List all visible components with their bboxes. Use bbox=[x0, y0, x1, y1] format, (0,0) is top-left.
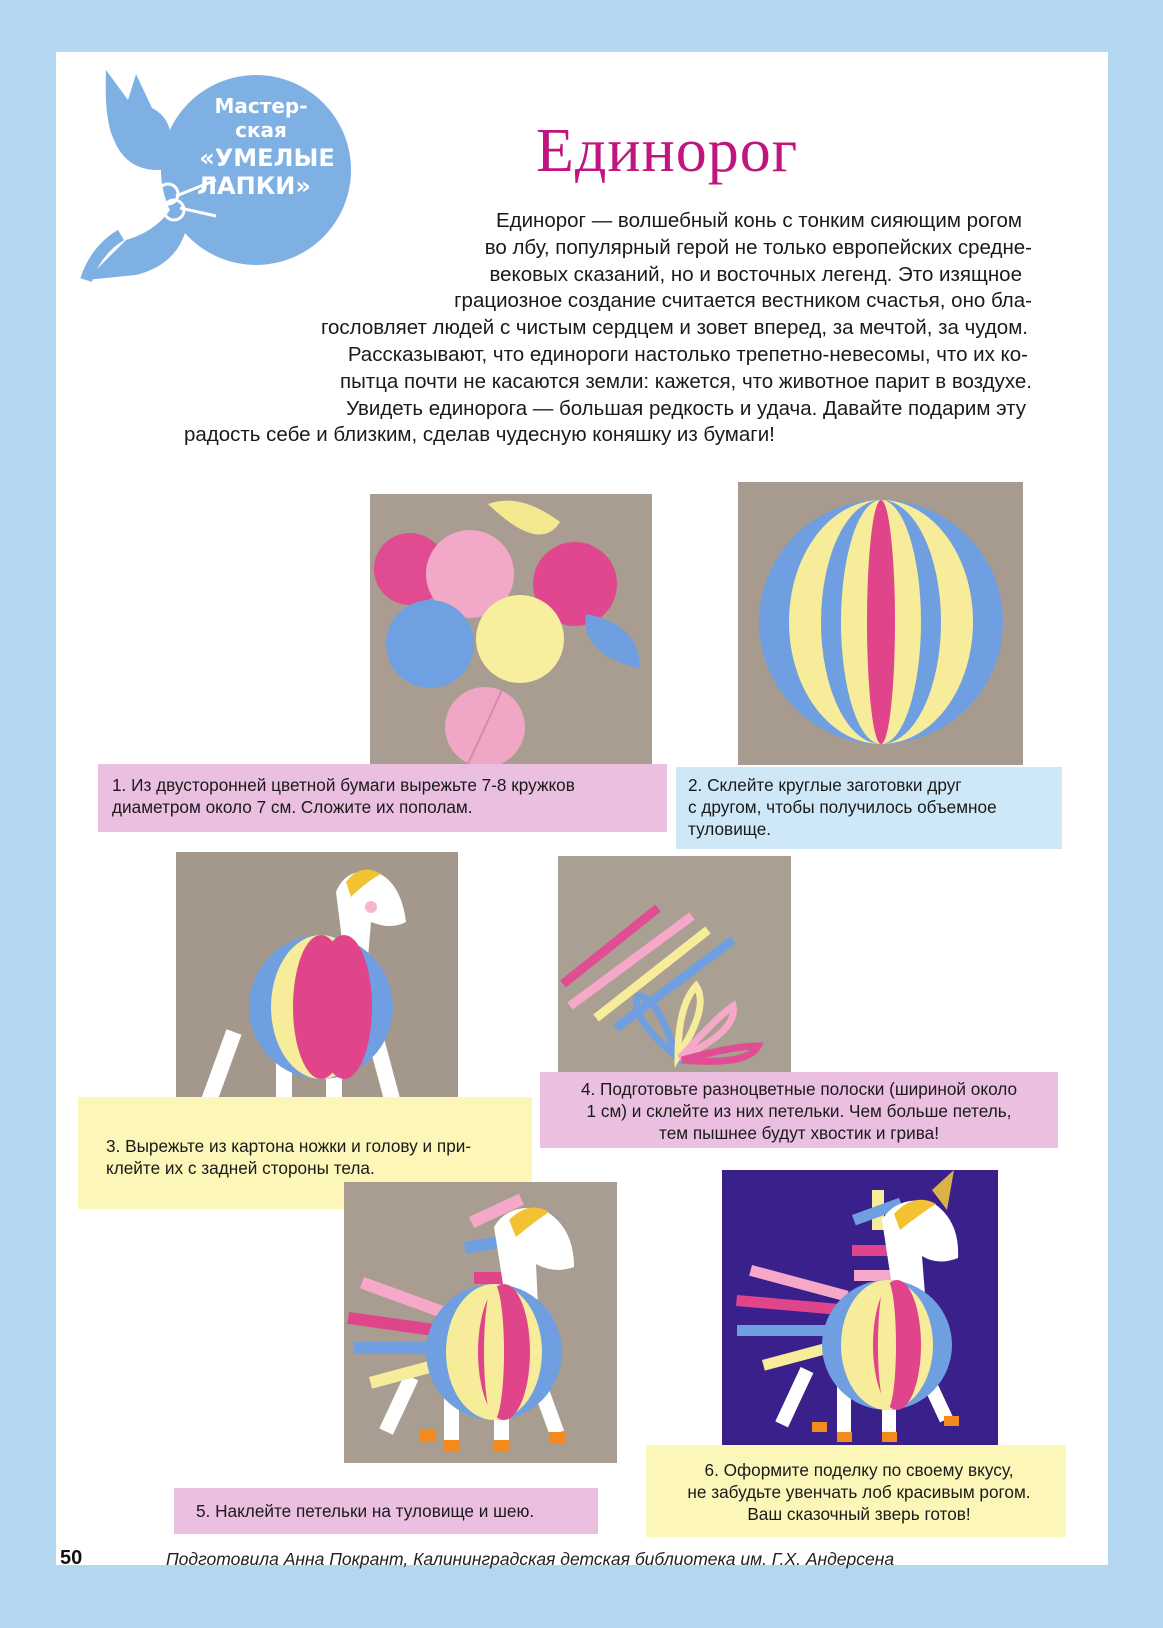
intro-line: пытца почти не касаются земли: кажется, что животное парит в воздухе. bbox=[339, 369, 1032, 393]
step-2-photo bbox=[738, 482, 1023, 765]
step-2-caption bbox=[676, 767, 1062, 849]
step-4-caption bbox=[540, 1072, 1058, 1148]
step-4-photo bbox=[558, 856, 791, 1074]
intro-line: Увидеть единорога — большая редкость и удача. Давайте подарим эту bbox=[346, 396, 1026, 420]
step-3-photo bbox=[176, 852, 458, 1137]
step-4-line: 4. Подготовьте разноцветные полоски (шириной около bbox=[580, 1079, 1018, 1099]
step-5-photo bbox=[344, 1182, 617, 1463]
step-2-line: 2. Склейте круглые заготовки друг bbox=[688, 775, 962, 795]
step-5-caption bbox=[174, 1488, 598, 1534]
step-6-caption bbox=[646, 1445, 1066, 1537]
logo-line-2: ская bbox=[235, 118, 287, 142]
step-6-line: Ваш сказочный зверь готов! bbox=[747, 1504, 971, 1524]
step-6-line: не забудьте увенчать лоб красивым рогом. bbox=[687, 1482, 1031, 1502]
logo-line-4: ЛАПКИ» bbox=[197, 172, 311, 200]
step-1-caption bbox=[98, 764, 667, 832]
step-1-line: 1. Из двусторонней цветной бумаги вырежьте 7-8 кружков bbox=[112, 775, 575, 795]
intro-line: вековых сказаний, но и восточных легенд. Это изящное bbox=[489, 262, 1022, 286]
step-1-line: диаметром около 7 см. Сложите их пополам. bbox=[112, 797, 473, 817]
step-4-line: тем пышнее будут хвостик и грива! bbox=[659, 1123, 939, 1143]
intro-line: гословляет людей с чистым сердцем и зовет вперед, за мечтой, за чудом. bbox=[320, 316, 1028, 340]
intro-line: Рассказывают, что единороги настолько трепетно-невесомы, что их ко- bbox=[347, 342, 1028, 366]
step-6-line: 6. Оформите поделку по своему вкусу, bbox=[704, 1460, 1014, 1480]
page bbox=[56, 52, 1108, 1565]
logo-line-3: «УМЕЛЫЕ bbox=[199, 144, 335, 172]
step-2-line: с другом, чтобы получилось объемное bbox=[688, 797, 997, 817]
intro-line: Единорог — волшебный конь с тонким сияющим рогом bbox=[495, 209, 1022, 232]
intro-line: радость себе и близким, сделав чудесную коняшку из бумаги! bbox=[184, 423, 775, 447]
step-3-line: 3. Вырежьте из картона ножки и голову и при- bbox=[106, 1136, 472, 1156]
footer-credit: Подготовила Анна Покрант, Калининградская детская библиотека им. Г.Х. Андерсена bbox=[166, 1549, 895, 1569]
step-4-line: 1 см) и склейте из них петельки. Чем больше петель, bbox=[586, 1101, 1012, 1121]
intro-line: грациозное создание считается вестником счастья, оно бла- bbox=[454, 289, 1032, 313]
step-2-line: туловище. bbox=[688, 819, 772, 839]
intro-line: во лбу, популярный герой не только европейских средне- bbox=[484, 235, 1032, 259]
intro-paragraph bbox=[176, 208, 1060, 449]
step-3-line: клейте их с задней стороны тела. bbox=[106, 1158, 375, 1178]
logo-line-1: Мастер- bbox=[214, 94, 308, 118]
page-title: Единорог bbox=[536, 117, 799, 185]
step-5-line: 5. Наклейте петельки на туловище и шею. bbox=[196, 1501, 535, 1521]
step-6-photo bbox=[722, 1170, 998, 1446]
page-number: 50 bbox=[60, 1547, 83, 1569]
step-1-photo bbox=[370, 494, 652, 782]
